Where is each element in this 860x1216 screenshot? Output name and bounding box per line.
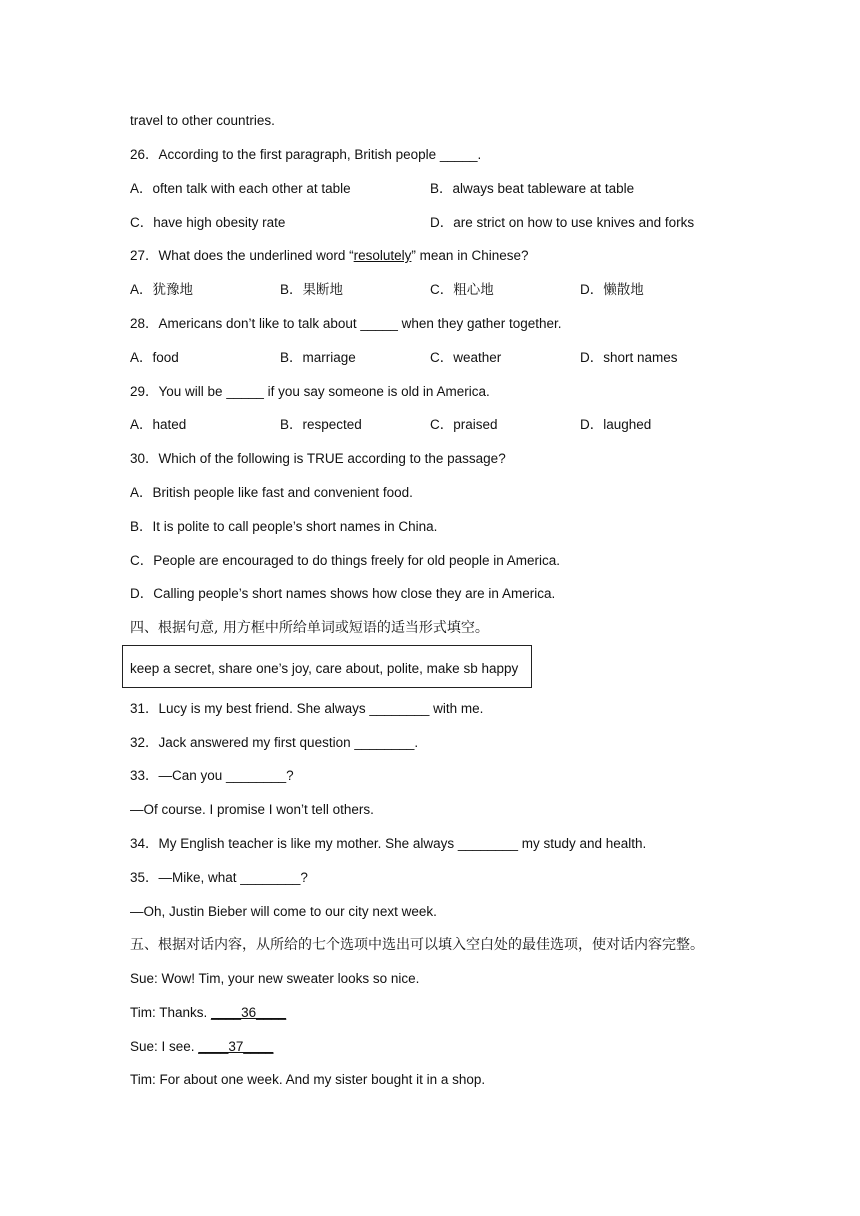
question-27-suffix: ” mean in Chinese? bbox=[411, 248, 529, 263]
underlined-word: resolutely bbox=[353, 248, 412, 263]
option-29-c: C．praised bbox=[430, 417, 498, 432]
option-29-b: B．respected bbox=[280, 417, 362, 432]
option-28-d: D．short names bbox=[580, 350, 678, 365]
option-26-a: A．often talk with each other at table bbox=[130, 181, 351, 196]
option-26-b: B．always beat tableware at table bbox=[430, 181, 635, 196]
option-28-a: A．food bbox=[130, 350, 179, 365]
question-28: 28．Americans don’t like to talk about _____ when they gather together. bbox=[130, 316, 562, 331]
question-29: 29．You will be _____ if you say someone is old in America. bbox=[130, 384, 490, 399]
question-30: 30．Which of the following is TRUE according to the passage? bbox=[130, 451, 506, 466]
question-32: 32．Jack answered my first question ________. bbox=[130, 735, 419, 750]
dialogue-line-3 bbox=[130, 1038, 273, 1056]
blank-37: ____37____ bbox=[198, 1039, 274, 1054]
option-28-c: C．weather bbox=[430, 350, 502, 365]
dialogue-line-3-text: Sue: I see. bbox=[130, 1039, 199, 1054]
question-27 bbox=[130, 247, 529, 265]
option-30-b: B．It is polite to call people’s short names in China. bbox=[130, 519, 438, 534]
option-26-c: C．have high obesity rate bbox=[130, 215, 286, 230]
line-continuation: travel to other countries. bbox=[130, 113, 275, 128]
question-27-prefix: 27．What does the underlined word “ bbox=[130, 248, 354, 263]
question-26: 26．According to the first paragraph, British people _____. bbox=[130, 147, 482, 162]
option-27-c: C．粗心地 bbox=[430, 282, 494, 297]
question-35-reply: —Oh, Justin Bieber will come to our city next week. bbox=[130, 904, 437, 919]
option-26-d: D．are strict on how to use knives and forks bbox=[430, 215, 695, 230]
dialogue-line-4: Tim: For about one week. And my sister bought it in a shop. bbox=[130, 1072, 486, 1087]
blank-36: ____36____ bbox=[211, 1005, 287, 1020]
option-27-b: B．果断地 bbox=[280, 282, 344, 297]
option-27-d: D．懒散地 bbox=[580, 282, 644, 297]
option-30-a: A．British people like fast and convenient food. bbox=[130, 485, 413, 500]
question-35: 35．—Mike, what ________? bbox=[130, 870, 308, 885]
question-33-reply: —Of course. I promise I won’t tell others. bbox=[130, 802, 374, 817]
dialogue-line-1: Sue: Wow! Tim, your new sweater looks so nice. bbox=[130, 971, 420, 986]
option-29-d: D．laughed bbox=[580, 417, 652, 432]
question-31: 31．Lucy is my best friend. She always ________ with me. bbox=[130, 701, 484, 716]
section-4-heading: 四、根据句意, 用方框中所给单词或短语的适当形式填空。 bbox=[130, 620, 489, 636]
option-28-b: B．marriage bbox=[280, 350, 356, 365]
option-30-d: D．Calling people’s short names shows how close they are in America. bbox=[130, 586, 556, 601]
word-box bbox=[122, 645, 532, 688]
section-5-heading: 五、根据对话内容，从所给的七个选项中选出可以填入空白处的最佳选项，使对话内容完整。 bbox=[130, 937, 704, 953]
option-30-c: C．People are encouraged to do things freely for old people in America. bbox=[130, 553, 561, 568]
question-33: 33．—Can you ________? bbox=[130, 768, 294, 783]
dialogue-line-2 bbox=[130, 1004, 286, 1022]
option-29-a: A．hated bbox=[130, 417, 187, 432]
option-27-a: A．犹豫地 bbox=[130, 282, 194, 297]
dialogue-line-2-text: Tim: Thanks. bbox=[130, 1005, 212, 1020]
question-34: 34．My English teacher is like my mother. She always ________ my study and health. bbox=[130, 836, 647, 851]
word-box-text: keep a secret, share one’s joy, care about, polite, make sb happy bbox=[130, 661, 519, 676]
